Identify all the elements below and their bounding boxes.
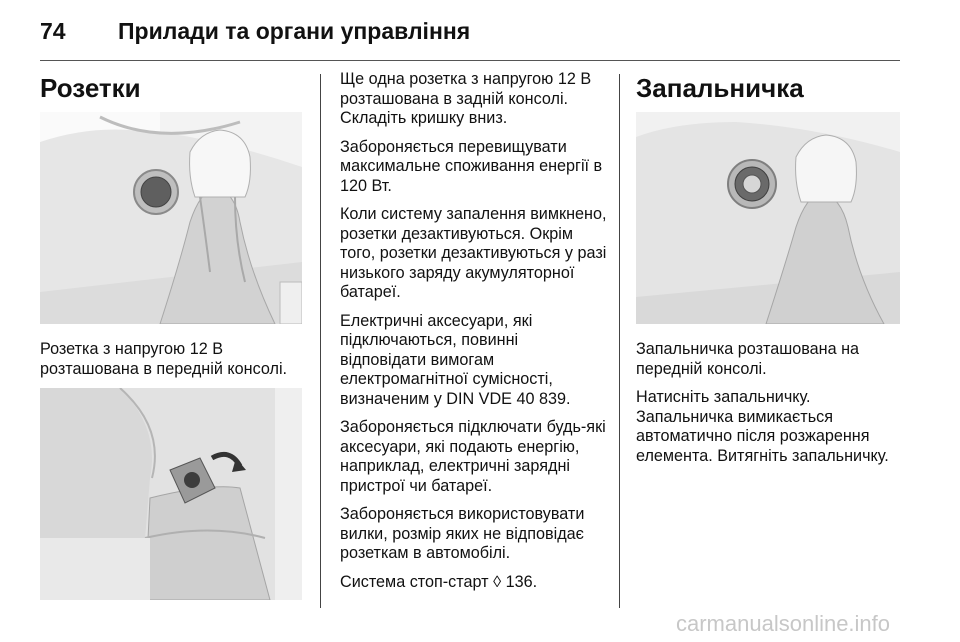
paragraph-emc: Електричні аксесуари, які підключаються, повинні відповідати вимогам електромагнітної сумісності, визначеним у DIN VDE 40 839. [340, 311, 571, 408]
reference-page: 136. [505, 572, 538, 591]
section-heading-sockets: Розетки [40, 73, 141, 103]
watermark: carmanualsonline.info [676, 611, 891, 636]
page-header [40, 16, 470, 46]
column-divider-2 [619, 74, 620, 608]
front-socket-caption: Розетка з напругою 12 В розташована в передній консолі. [40, 340, 288, 378]
front-socket-illustration [40, 112, 302, 324]
column-divider-1 [320, 74, 321, 608]
paragraph-no-power-accessories: Забороняється підключати будь-які аксесуари, які подають енергію, наприклад, електричні зарядні пристрої чи батареї. [340, 418, 606, 495]
column-3 [636, 70, 900, 475]
chapter-title: Прилади та органи управління [118, 17, 471, 44]
lighter-location-caption: Запальничка розташована на передній консолі. [636, 340, 860, 378]
paragraph-ignition-off: Коли систему запалення вимкнено, розетки дезактивуються. Окрім того, розетки дезактивуються у разі низького заряду акумуляторної батареї. [340, 205, 607, 301]
section-heading-lighter: Запальничка [636, 73, 804, 103]
paragraph-max-power: Забороняється перевищувати максимальне споживання енергії в 120 Вт. [340, 137, 603, 195]
page-number: 74 [40, 17, 66, 44]
reference-arrow-icon: ◊ [493, 572, 502, 591]
header-rule [40, 60, 900, 61]
column-1 [40, 70, 302, 600]
lighter-usage-paragraph: Натисніть запальничку. Запальничка вимикається автоматично після розжарення елемента. Витягніть запальничку. [636, 388, 889, 465]
stop-start-reference[interactable] [340, 573, 608, 593]
cigarette-lighter-illustration [636, 112, 900, 324]
reference-text: Система стоп-старт [340, 572, 489, 591]
paragraph-plug-size: Забороняється використовувати вилки, розмір яких не відповідає розеткам в автомобілі. [340, 505, 585, 562]
rear-socket-illustration [40, 388, 302, 600]
column-2 [340, 70, 608, 601]
paragraph-rear-socket: Ще одна розетка з напругою 12 В розташована в задній консолі. Складіть кришку вниз. [340, 70, 592, 127]
